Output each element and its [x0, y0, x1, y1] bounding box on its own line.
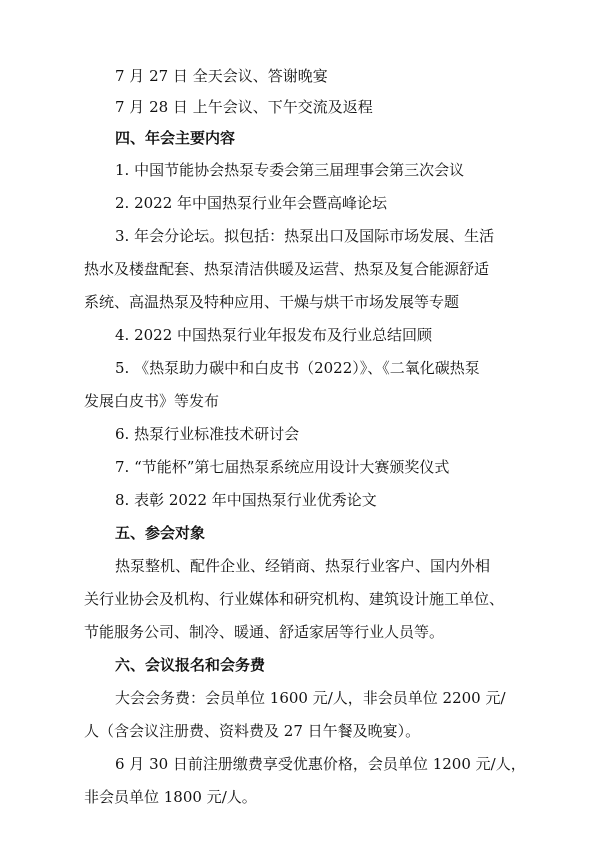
section6-heading: 六、会议报名和会务费 [115, 656, 266, 674]
section4-item-5-line2: 发展白皮书》等发布 [84, 392, 220, 410]
schedule-day27: 7 月 27 日 全天会议、答谢晚宴 [115, 67, 328, 85]
section5-heading: 五、参会对象 [115, 524, 206, 542]
section5-line1: 热泵整机、配件企业、经销商、热泵行业客户、国内外相 [115, 557, 491, 575]
section6-line1: 大会会务费：会员单位 1600 元/人，非会员单位 2200 元/ [115, 689, 506, 707]
section4-item-2: 2. 2022 年中国热泵行业年会暨高峰论坛 [115, 194, 388, 212]
section5-line3: 节能服务公司、制冷、暖通、舒适家居等行业人员等。 [84, 623, 445, 641]
section4-item-1: 1. 中国节能协会热泵专委会第三届理事会第三次会议 [115, 161, 465, 179]
section4-item-8: 8. 表彰 2022 年中国热泵行业优秀论文 [115, 491, 377, 509]
section6-line2: 人（含会议注册费、资料费及 27 日午餐及晚宴）。 [84, 722, 421, 740]
section4-item-3-line2: 热水及楼盘配套、热泵清洁供暖及运营、热泵及复合能源舒适 [84, 260, 490, 278]
section4-item-3-line1: 3. 年会分论坛。拟包括：热泵出口及国际市场发展、生活 [115, 227, 495, 245]
section6-line3: 6 月 30 日前注册缴费享受优惠价格，会员单位 1200 元/人， [115, 755, 526, 773]
section4-item-4: 4. 2022 中国热泵行业年报发布及行业总结回顾 [115, 326, 433, 344]
section4-item-7: 7. “节能杯”第七届热泵系统应用设计大赛颁奖仪式 [115, 458, 450, 476]
section4-item-5-line1: 5. 《热泵助力碳中和白皮书（2022）》、《二氧化碳热泵 [115, 359, 480, 377]
schedule-day28: 7 月 28 日 上午会议、下午交流及返程 [115, 98, 373, 116]
section4-heading: 四、年会主要内容 [115, 129, 236, 147]
section4-item-6: 6. 热泵行业标准技术研讨会 [115, 425, 300, 443]
section6-line4: 非会员单位 1800 元/人。 [84, 788, 257, 806]
section4-item-3-line3: 系统、高温热泵及特种应用、干燥与烘干市场发展等专题 [84, 293, 460, 311]
section5-line2: 关行业协会及机构、行业媒体和研究机构、建筑设计施工单位、 [84, 590, 505, 608]
